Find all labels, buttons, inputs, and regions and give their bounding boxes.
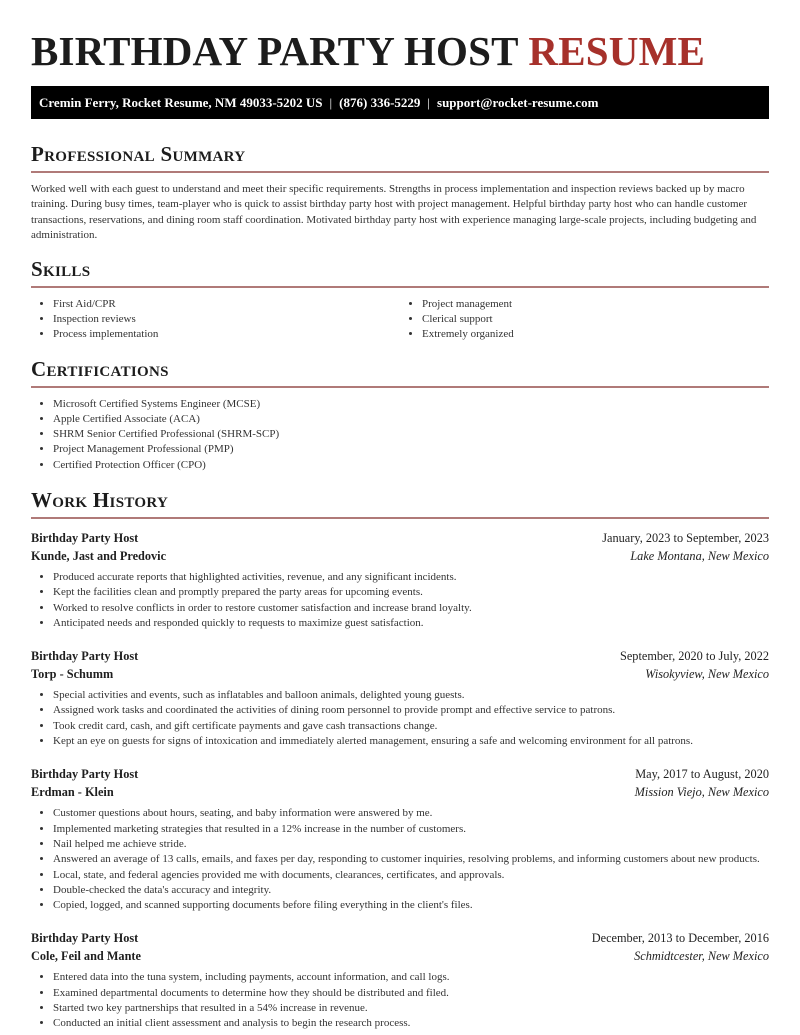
- job-location: Mission Viejo, New Mexico: [634, 785, 769, 800]
- job-company: Kunde, Jast and Predovic: [31, 549, 167, 563]
- job-company: Erdman - Klein: [31, 785, 114, 800]
- certification-item: • SHRM Senior Certified Professional (SHRM-SCP): [53, 427, 769, 442]
- job-header-row: [31, 529, 769, 547]
- job-bullet: • Double-checked the data's accuracy and integrity.: [53, 883, 769, 898]
- job-bullet: • Local, state, and federal agencies provided me with documents, clearances, certificates, and approvals.: [53, 868, 769, 883]
- title-accent: RESUME: [528, 28, 706, 74]
- job-bullet: • Nail helped me achieve stride.: [53, 837, 769, 852]
- job-bullet: • Took credit card, cash, and gift certificate payments and gave cash transactions change.: [53, 719, 769, 734]
- section-professional-summary: [31, 141, 769, 244]
- job-bullet: • Anticipated needs and responded quickly to requests to maximize guest satisfaction.: [53, 616, 769, 631]
- job-company: Torp - Schumm: [31, 667, 114, 682]
- job-header-row: [31, 929, 769, 947]
- job-title: Birthday Party Host: [31, 649, 139, 664]
- certification-item: • Microsoft Certified Systems Engineer (MCSE): [53, 397, 769, 412]
- job-company-row: [31, 947, 769, 965]
- skill-item: • Project management: [422, 297, 769, 312]
- job-bullets: [31, 806, 769, 913]
- section-heading: Skills: [31, 256, 769, 288]
- job-company-row: [31, 665, 769, 683]
- job-title: Birthday Party Host: [31, 931, 139, 946]
- skills-list-left: [31, 297, 400, 343]
- job-bullet: • Entered data into the tuna system, including payments, account information, and call logs.: [53, 970, 769, 985]
- certification-item: • Project Management Professional (PMP): [53, 442, 769, 457]
- job-bullet: • Answered an average of 13 calls, emails, and faxes per day, responding to customer inquiries, resolving problems, and informing customers about new products.: [53, 852, 769, 867]
- skill-item: • Process implementation: [53, 327, 400, 342]
- contact-bar: [31, 86, 769, 119]
- job-bullet: • Conducted an initial client assessment and analysis to begin the research process.: [53, 1016, 769, 1031]
- job-bullet: • Examined departmental documents to determine how they should be distributed and filed.: [53, 986, 769, 1001]
- contact-phone: (876) 336-5229: [339, 95, 421, 110]
- job-company: Cole, Feil and Mante: [31, 949, 141, 964]
- job-company-row: [31, 783, 769, 801]
- job-header-row: [31, 647, 769, 665]
- job-dates: December, 2013 to December, 2016: [591, 931, 769, 946]
- section-heading: Work History: [31, 487, 769, 519]
- section-certifications: [31, 356, 769, 473]
- job-location: Lake Montana, New Mexico: [630, 549, 769, 563]
- job-dates: May, 2017 to August, 2020: [635, 767, 769, 782]
- job-bullet: • Kept the facilities clean and promptly prepared the party areas for upcoming events.: [53, 585, 769, 600]
- certifications-list: [31, 397, 769, 473]
- summary-text: Worked well with each guest to understand and meet their specific requirements. Strengths in process implementation and inspection reviews backed up by macro training. During busy times, team-player who is quick to assist birthday party host with project management. Helpful birthday party host who can handle customer transactions, reservations, and dining room staff coordination. Motivated birthday party host with experience managing large-scale projects, including budgeting and administration.: [31, 183, 757, 242]
- job-bullet: • Special activities and events, such as inflatables and balloon animals, delighted young guests.: [53, 688, 769, 703]
- job-bullet: • Implemented marketing strategies that resulted in a 12% increase in the number of customers.: [53, 822, 769, 837]
- section-heading: Professional Summary: [31, 141, 769, 173]
- job-title: Birthday Party Host: [31, 767, 139, 782]
- skill-item: • First Aid/CPR: [53, 297, 400, 312]
- skills-grid: [31, 297, 769, 343]
- job-bullets: [31, 970, 769, 1031]
- job-entry: [31, 765, 769, 913]
- job-bullet: • Produced accurate reports that highlighted activities, revenue, and any significant incidents.: [53, 570, 769, 585]
- job-bullets: [31, 688, 769, 749]
- job-dates: January, 2023 to September, 2023: [602, 531, 769, 545]
- job-header-row: [31, 765, 769, 783]
- contact-email: support@rocket-resume.com: [437, 95, 599, 110]
- title-main: BIRTHDAY PARTY HOST: [31, 28, 518, 74]
- job-title: Birthday Party Host: [31, 531, 139, 545]
- skill-item: • Extremely organized: [422, 327, 769, 342]
- job-entry: [31, 929, 769, 1031]
- job-bullet: • Copied, logged, and scanned supporting documents before filing everything in the client's files.: [53, 898, 769, 913]
- job-bullet: • Worked to resolve conflicts in order to restore customer satisfaction and increase brand loyalty.: [53, 601, 769, 616]
- job-location: Schmidtcester, New Mexico: [634, 949, 769, 964]
- job-bullet: • Kept an eye on guests for signs of intoxication and immediately alerted management, ensuring a safe and welcoming environment for all patrons.: [53, 734, 769, 749]
- job-entry: [31, 529, 769, 631]
- certification-item: • Certified Protection Officer (CPO): [53, 458, 769, 473]
- section-skills: [31, 256, 769, 343]
- skill-item: • Clerical support: [422, 312, 769, 327]
- skill-item: • Inspection reviews: [53, 312, 400, 327]
- job-bullet: • Customer questions about hours, seating, and baby information were answered by me.: [53, 806, 769, 821]
- skills-list-right: [400, 297, 769, 343]
- job-entry: [31, 647, 769, 749]
- job-bullet: • Started two key partnerships that resulted in a 54% increase in revenue.: [53, 1001, 769, 1016]
- job-location: Wisokyview, New Mexico: [645, 667, 769, 682]
- job-bullet: • Assigned work tasks and coordinated the activities of dining room personnel to provide prompt and effective service to patrons.: [53, 703, 769, 718]
- resume-title: [31, 0, 769, 86]
- certification-item: • Apple Certified Associate (ACA): [53, 412, 769, 427]
- job-company-row: [31, 547, 769, 565]
- job-dates: September, 2020 to July, 2022: [620, 649, 769, 664]
- contact-address: Cremin Ferry, Rocket Resume, NM 49033-5202 US: [39, 95, 323, 110]
- section-heading: Certifications: [31, 356, 769, 388]
- contact-separator: |: [329, 95, 333, 110]
- job-bullets: [31, 570, 769, 631]
- section-work-history: [31, 487, 769, 1032]
- contact-separator: |: [427, 95, 431, 110]
